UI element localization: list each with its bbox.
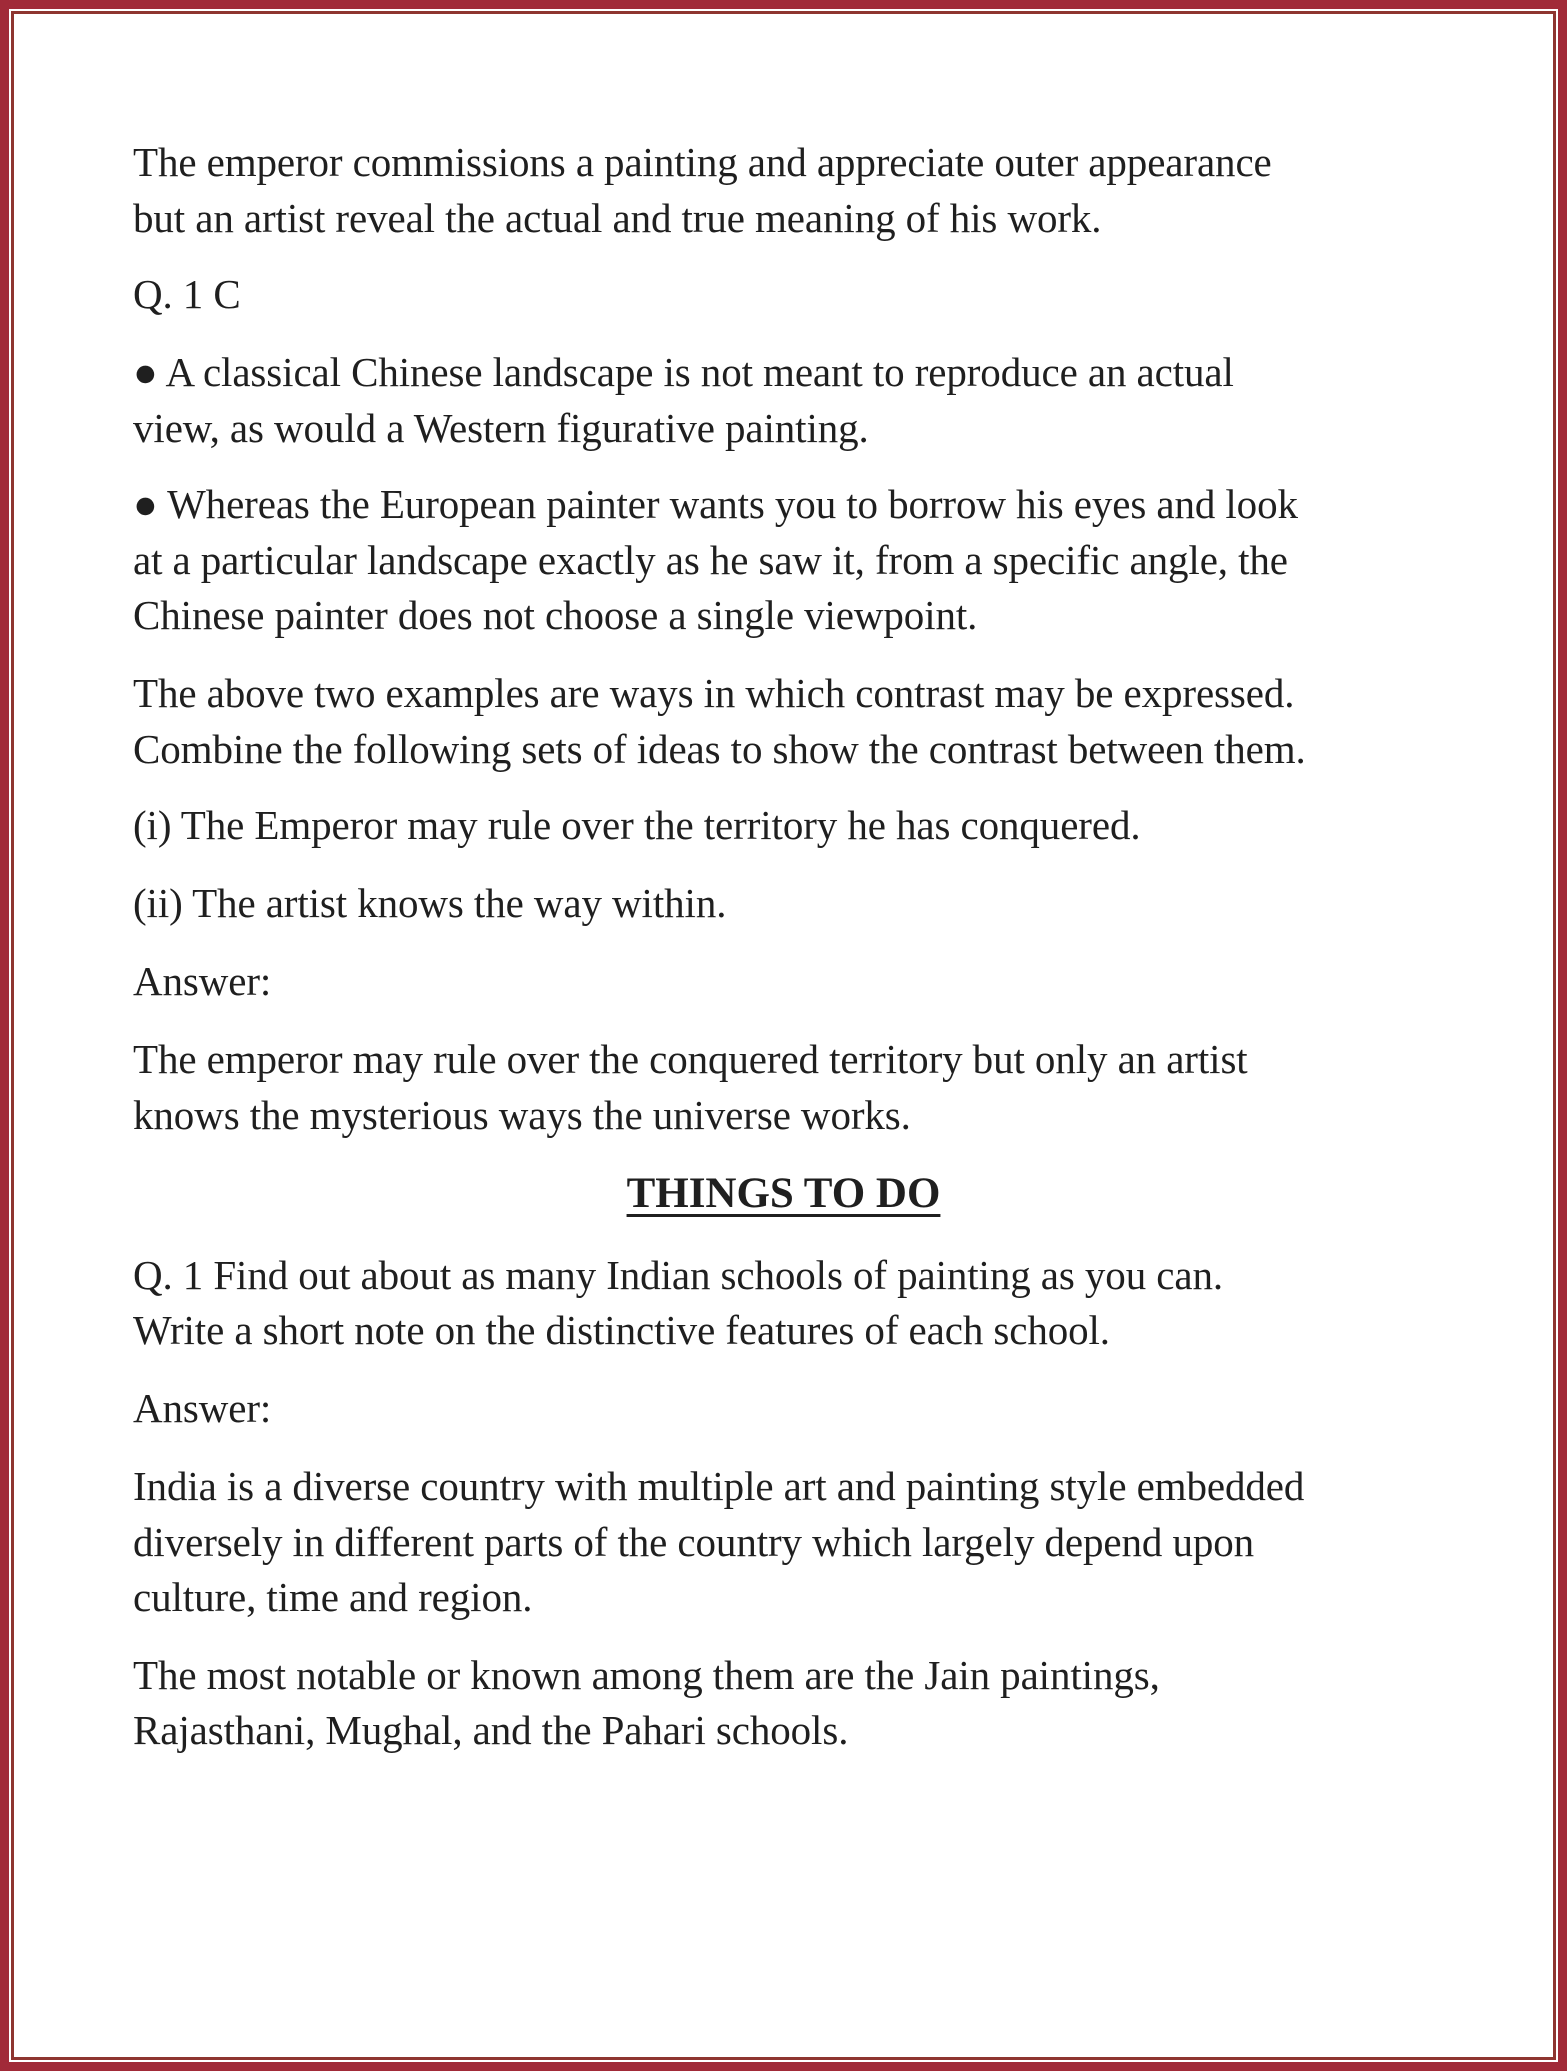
text-line: The most notable or known among them are the Jain paintings, [133, 1652, 1160, 1698]
text-line: ● A classical Chinese landscape is not meant to reproduce an actual [133, 349, 1234, 395]
text-line: The emperor commissions a painting and appreciate outer appearance [133, 139, 1272, 185]
text-line: diversely in different parts of the country which largely depend upon [133, 1519, 1255, 1565]
answer-label: Answer: [133, 958, 272, 1004]
question-label: Q. 1 C [133, 271, 241, 317]
text-line: The above two examples are ways in which contrast may be expressed. [133, 670, 1295, 716]
text-line: India is a diverse country with multiple art and painting style embedded [133, 1463, 1305, 1509]
text-line: but an artist reveal the actual and true meaning of his work. [133, 195, 1102, 241]
text-line: knows the mysterious ways the universe works. [133, 1092, 911, 1138]
section-heading [0, 1172, 1567, 1215]
text-line: at a particular landscape exactly as he saw it, from a specific angle, the [133, 537, 1288, 583]
text-line: Combine the following sets of ideas to show the contrast between them. [133, 726, 1306, 772]
text-line: Rajasthani, Mughal, and the Pahari schools. [133, 1707, 849, 1753]
section-heading-text: THINGS TO DO [626, 1170, 941, 1217]
text-line: Write a short note on the distinctive features of each school. [133, 1307, 1110, 1353]
text-line: The emperor may rule over the conquered territory but only an artist [133, 1036, 1248, 1082]
text-line: ● Whereas the European painter wants you to borrow his eyes and look [133, 481, 1298, 527]
text-line: Chinese painter does not choose a single viewpoint. [133, 592, 978, 638]
text-line: view, as would a Western figurative painting. [133, 405, 869, 451]
text-line: Q. 1 Find out about as many Indian schools of painting as you can. [133, 1252, 1223, 1298]
text-line: culture, time and region. [133, 1574, 533, 1620]
answer-label: Answer: [133, 1385, 272, 1431]
idea-item-ii: (ii) The artist knows the way within. [133, 880, 727, 926]
idea-item-i: (i) The Emperor may rule over the territory he has conquered. [133, 802, 1141, 848]
